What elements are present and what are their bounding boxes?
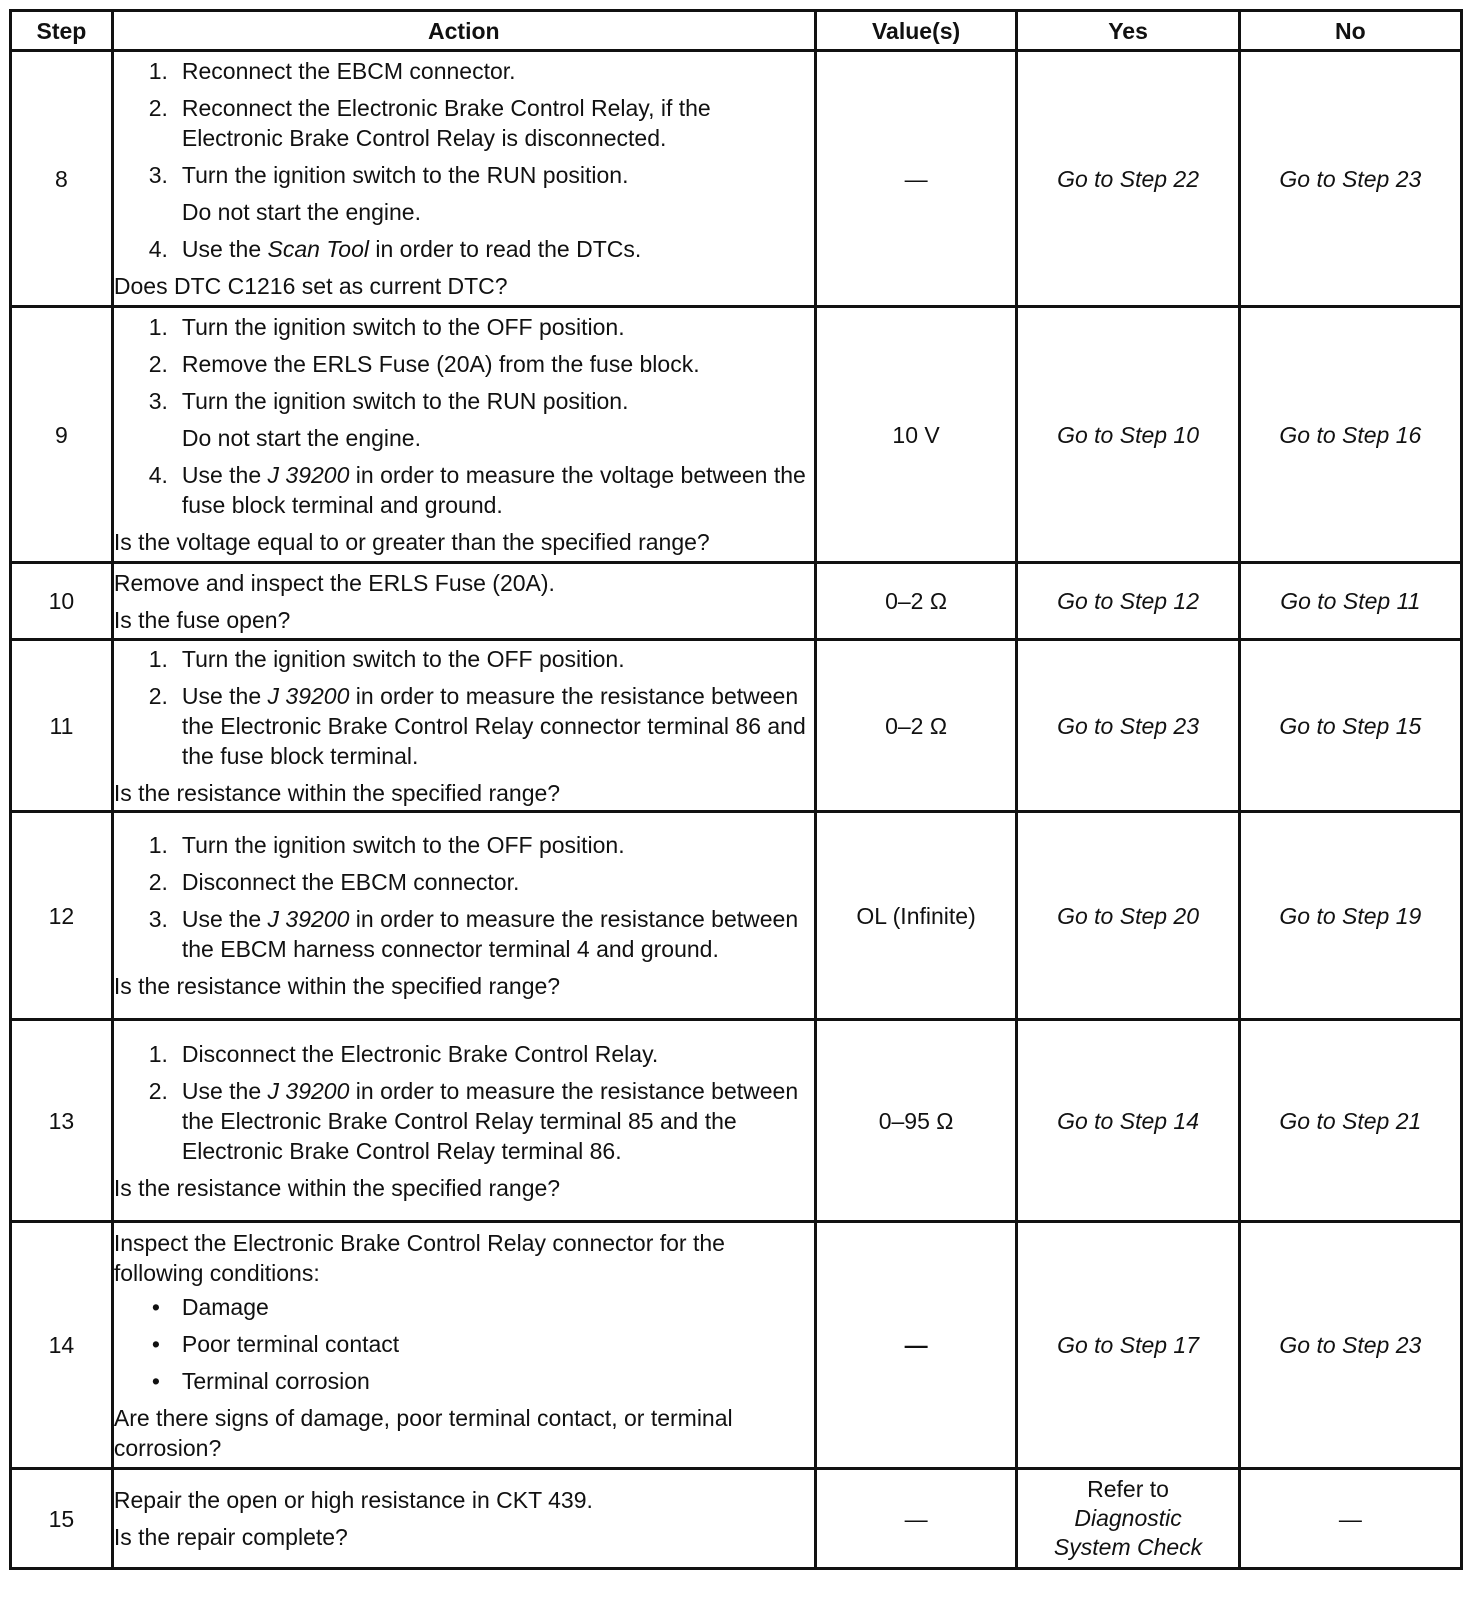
- value-cell: 0–2 Ω: [815, 563, 1017, 640]
- action-step: 2. Reconnect the Electronic Brake Control Relay, if the Electronic Brake Control Relay is disconnected.: [148, 95, 711, 151]
- action-step: 3. Turn the ignition switch to the RUN position. Do not start the engine.: [148, 162, 629, 225]
- condition-item: • Terminal corrosion: [151, 1367, 370, 1394]
- action-step: 1. Turn the ignition switch to the OFF position.: [148, 832, 625, 858]
- action-cell: [112, 1020, 815, 1222]
- action-step: 4. Use the Scan Tool in order to read the DTCs.: [148, 236, 642, 262]
- yes-cell: Go to Step 17: [1017, 1222, 1239, 1469]
- tool-name: J 39200: [267, 682, 350, 709]
- yes-cell: Go to Step 12: [1017, 563, 1239, 640]
- action-step: 3. Turn the ignition switch to the RUN position. Do not start the engine.: [148, 388, 629, 451]
- action-step: 1. Turn the ignition switch to the OFF position.: [148, 314, 625, 340]
- table-row-step-10: [11, 563, 1462, 640]
- step-number: 8: [11, 51, 113, 307]
- action-cell: [112, 640, 815, 812]
- action-question: Is the resistance within the specified range?: [113, 1174, 561, 1201]
- yes-cell: Go to Step 10: [1017, 307, 1239, 563]
- header-no: No: [1239, 11, 1461, 51]
- action-question: Is the resistance within the specified range?: [113, 779, 561, 806]
- action-step: 1. Disconnect the Electronic Brake Control Relay.: [148, 1040, 659, 1067]
- action-steps: [114, 830, 814, 964]
- action-step: 2. Use the J 39200 in order to measure the resistance between the Electronic Brake Control Relay terminal 85 and the Electronic Brake Control Relay terminal 86.: [148, 1077, 799, 1164]
- value-cell: 0–95 Ω: [815, 1020, 1017, 1222]
- step-number: 15: [11, 1469, 113, 1569]
- condition-item: • Damage: [151, 1293, 269, 1320]
- bullet-icon: •: [151, 1293, 160, 1320]
- action-step: 2. Use the J 39200 in order to measure the resistance between the Electronic Brake Control Relay connector terminal 86 and the fuse block terminal.: [148, 682, 806, 769]
- action-text: Repair the open or high resistance in CKT 439.: [113, 1487, 593, 1513]
- action-question: Is the fuse open?: [113, 606, 291, 633]
- header-row: [11, 11, 1462, 51]
- table-row-step-15: [11, 1469, 1462, 1569]
- condition-item: • Poor terminal contact: [151, 1330, 400, 1357]
- action-question: Is the resistance within the specified range?: [113, 973, 561, 999]
- action-step: 3. Use the J 39200 in order to measure the resistance between the EBCM harness connector terminal 4 and ground.: [148, 906, 799, 962]
- no-cell: Go to Step 11: [1239, 563, 1461, 640]
- header-values: Value(s): [815, 11, 1017, 51]
- yes-cell: Go to Step 23: [1017, 640, 1239, 812]
- step-number: 10: [11, 563, 113, 640]
- tool-name: J 39200: [267, 1077, 350, 1104]
- header-action: Action: [112, 11, 815, 51]
- table-row-step-11: [11, 640, 1462, 812]
- action-cell: [112, 307, 815, 563]
- tool-name: J 39200: [267, 906, 350, 932]
- value-cell: OL (Infinite): [815, 812, 1017, 1020]
- action-steps: [114, 56, 814, 264]
- value-cell: —: [815, 1222, 1017, 1469]
- yes-cell: Go to Step 20: [1017, 812, 1239, 1020]
- action-text: Inspect the Electronic Brake Control Relay connector for the following conditions:: [113, 1229, 725, 1286]
- no-cell: Go to Step 23: [1239, 1222, 1461, 1469]
- yes-cell: Refer to Diagnostic System Check: [1017, 1469, 1239, 1569]
- action-question: Does DTC C1216 set as current DTC?: [113, 273, 508, 299]
- action-step: 2. Disconnect the EBCM connector.: [148, 869, 520, 895]
- step-number: 14: [11, 1222, 113, 1469]
- value-cell: 0–2 Ω: [815, 640, 1017, 812]
- tool-name: J 39200: [267, 462, 350, 488]
- no-cell: —: [1239, 1469, 1461, 1569]
- value-cell: —: [815, 51, 1017, 307]
- no-cell: Go to Step 23: [1239, 51, 1461, 307]
- action-step: 1. Reconnect the EBCM connector.: [148, 58, 516, 84]
- table-row-step-9: [11, 307, 1462, 563]
- action-question: Is the voltage equal to or greater than the specified range?: [113, 529, 710, 555]
- action-cell: [112, 812, 815, 1020]
- diagnostic-table: [9, 9, 1463, 1570]
- action-cell: [112, 563, 815, 640]
- value-cell: 10 V: [815, 307, 1017, 563]
- no-cell: Go to Step 19: [1239, 812, 1461, 1020]
- yes-cell: Go to Step 22: [1017, 51, 1239, 307]
- value-cell: —: [815, 1469, 1017, 1569]
- action-question: Is the repair complete?: [113, 1524, 348, 1550]
- action-text: Remove and inspect the ERLS Fuse (20A).: [113, 569, 555, 596]
- action-cell: [112, 1469, 815, 1569]
- table-row-step-14: [11, 1222, 1462, 1469]
- bullet-icon: •: [151, 1330, 160, 1357]
- action-step: 4. Use the J 39200 in order to measure the voltage between the fuse block terminal and ground.: [148, 462, 806, 518]
- action-cell: [112, 51, 815, 307]
- condition-list: [114, 1292, 814, 1396]
- no-cell: Go to Step 16: [1239, 307, 1461, 563]
- action-steps: [114, 1039, 814, 1166]
- header-yes: Yes: [1017, 11, 1239, 51]
- bullet-icon: •: [151, 1367, 160, 1394]
- step-number: 12: [11, 812, 113, 1020]
- action-steps: [114, 644, 814, 771]
- table-row-step-8: [11, 51, 1462, 307]
- yes-cell: Go to Step 14: [1017, 1020, 1239, 1222]
- action-question: Are there signs of damage, poor terminal contact, or terminal corrosion?: [113, 1404, 733, 1461]
- action-cell: [112, 1222, 815, 1469]
- header-step: Step: [11, 11, 113, 51]
- no-cell: Go to Step 15: [1239, 640, 1461, 812]
- step-number: 13: [11, 1020, 113, 1222]
- action-steps: [114, 312, 814, 520]
- table-row-step-13: [11, 1020, 1462, 1222]
- action-step: 2. Remove the ERLS Fuse (20A) from the fuse block.: [148, 351, 700, 377]
- step-number: 11: [11, 640, 113, 812]
- no-cell: Go to Step 21: [1239, 1020, 1461, 1222]
- action-step: 1. Turn the ignition switch to the OFF position.: [148, 645, 625, 672]
- step-number: 9: [11, 307, 113, 563]
- table-row-step-12: [11, 812, 1462, 1020]
- tool-name: Scan Tool: [267, 236, 369, 262]
